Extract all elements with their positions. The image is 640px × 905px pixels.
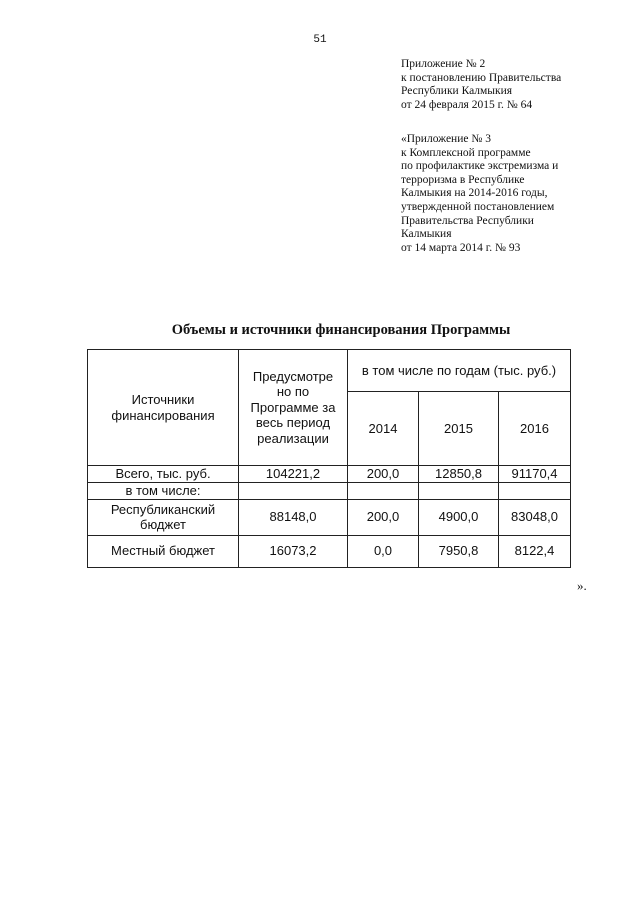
appendix-3-block [401, 133, 621, 255]
row-2015 [419, 483, 499, 500]
table-row [88, 483, 571, 500]
header-planned: Предусмотре но по Программе за весь период реализации [239, 350, 348, 466]
financing-table [87, 349, 571, 568]
appendix-line: терроризма в Республике [401, 173, 525, 186]
table-header-row [88, 350, 571, 392]
row-total: 88148,0 [239, 499, 348, 535]
row-label: Всего, тыс. руб. [88, 466, 239, 483]
appendix-line: Калмыкия [401, 228, 452, 241]
appendix-line: от 24 февраля 2015 г. № 64 [401, 98, 533, 111]
page-number: 51 [313, 34, 327, 46]
row-2014: 200,0 [348, 466, 419, 483]
appendix-line: от 14 марта 2014 г. № 93 [401, 241, 521, 254]
appendix-line: к Комплексной программе [401, 146, 531, 159]
table-row [88, 499, 571, 535]
row-2016: 8122,4 [499, 535, 571, 567]
row-2014: 0,0 [348, 535, 419, 567]
appendix-line: утвержденной постановлением [401, 200, 555, 213]
appendix-line: по профилактике экстремизма и [401, 160, 559, 173]
row-2016: 91170,4 [499, 466, 571, 483]
row-total: 16073,2 [239, 535, 348, 567]
row-label: в том числе: [88, 483, 239, 500]
appendix-line: Республики Калмыкия [401, 85, 513, 98]
appendix-2-block [401, 58, 621, 112]
table-row [88, 466, 571, 483]
row-label: Местный бюджет [88, 535, 239, 567]
header-year: 2015 [419, 392, 499, 466]
appendix-line: к постановлению Правительства [401, 71, 562, 84]
row-total: 104221,2 [239, 466, 348, 483]
row-2016: 83048,0 [499, 499, 571, 535]
row-2016 [499, 483, 571, 500]
closing-quote: ». [577, 578, 587, 593]
appendix-line: Калмыкия на 2014-2016 годы, [401, 187, 548, 200]
row-2014: 200,0 [348, 499, 419, 535]
row-2015: 7950,8 [419, 535, 499, 567]
row-label: Республиканский бюджет [88, 499, 239, 535]
table-row [88, 535, 571, 567]
header-year: 2016 [499, 392, 571, 466]
header-by-years: в том числе по годам (тыс. руб.) [348, 350, 571, 392]
row-total [239, 483, 348, 500]
appendix-line: «Приложение № 3 [401, 133, 491, 145]
appendix-line: Приложение № 2 [401, 58, 486, 70]
header-sources: Источники финансирования [88, 350, 239, 466]
row-2015: 12850,8 [419, 466, 499, 483]
row-2015: 4900,0 [419, 499, 499, 535]
appendix-line: Правительства Республики [401, 214, 534, 227]
row-2014 [348, 483, 419, 500]
document-title: Объемы и источники финансирования Программы [171, 322, 511, 338]
header-year: 2014 [348, 392, 419, 466]
